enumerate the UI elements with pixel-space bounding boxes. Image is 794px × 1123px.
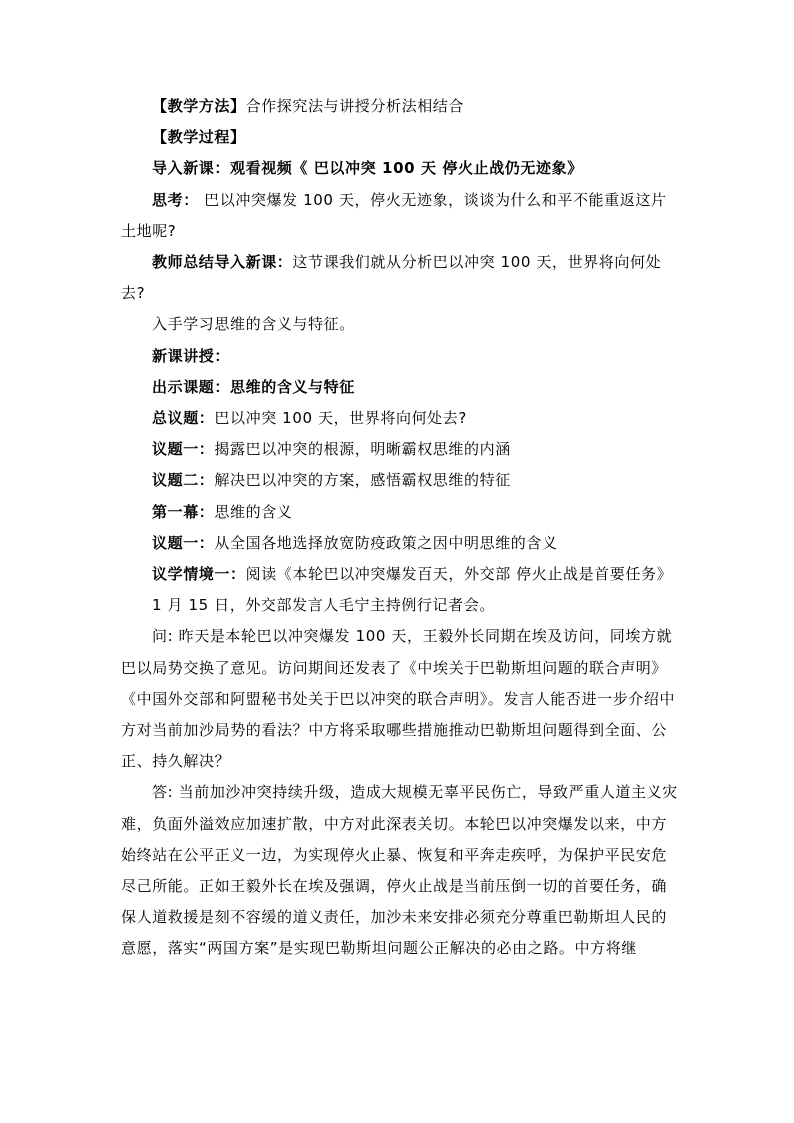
act-one-label: 第一幕： <box>152 502 215 521</box>
intro-label: 导入新课：观看视频《 巴以冲突 100 天 停火止战仍无迹象》 <box>152 159 583 178</box>
teaching-method-paragraph <box>121 91 681 122</box>
teaching-method-label: 【教学方法】 <box>152 97 246 115</box>
topic-text: 思维的含义与特征 <box>230 377 355 396</box>
issue-one-paragraph <box>121 434 681 465</box>
issue-one-detail-label: 议题一： <box>152 533 215 552</box>
issue-one-text: 揭露巴以冲突的根源，明晰霸权思维的内涵 <box>214 440 511 459</box>
teaching-method-text: 合作探究法与讲授分析法相结合 <box>245 97 465 115</box>
general-issue-text: 巴以冲突 100 天，世界将向何处去? <box>214 409 467 428</box>
summary-label: 教师总结导入新课： <box>152 253 293 272</box>
issue-one-detail-paragraph <box>121 528 681 559</box>
think-label: 思考： <box>152 190 199 209</box>
answer-text: 答: 当前加沙冲突持续升级，造成大规模无辜平民伤亡，导致严重人道主义灾难，负面外溢效应加速扩散，中方对此深表关切。本轮巴以冲突爆发以来，中方始终站在公平正义一边，为实现停火止暴、恢复和平奔走疾呼，为保护平民安危尽己所能。正如王毅外长在埃及强调，停火止战是当前压倒一切的首要任务，确保人道救援是刻不容缓的道义责任，加沙未来安排必须充分尊重巴勒斯坦人民的意愿，落实“两国方案”是实现巴勒斯坦问题公正解决的必由之路。中方将继 <box>121 783 678 958</box>
date-text: 1 月 15 日，外交部发言人毛宁主持例行记者会。 <box>152 596 495 615</box>
issue-one-detail-text: 从全国各地选择放宽防疫政策之因中明思维的含义 <box>214 533 558 552</box>
act-one-paragraph <box>121 497 681 528</box>
summary-paragraph <box>121 247 681 309</box>
issue-two-label: 议题二： <box>152 471 215 490</box>
think-text: 巴以冲突爆发 100 天，停火无迹象，谈谈为什么和平不能重返这片土地呢? <box>121 190 667 240</box>
act-one-text: 思维的含义 <box>214 502 293 521</box>
topic-label: 出示课题： <box>152 377 231 396</box>
question-paragraph <box>121 621 681 777</box>
intro-paragraph <box>121 153 681 184</box>
general-issue-label: 总议题： <box>152 409 215 428</box>
new-lesson-paragraph <box>121 341 681 372</box>
document-body <box>121 91 681 965</box>
teaching-process-heading <box>121 122 681 153</box>
situation-text: 阅读《本轮巴以冲突爆发百天，外交部 停火止战是首要任务》 <box>245 565 673 584</box>
issue-two-paragraph <box>121 465 681 496</box>
topic-paragraph <box>121 372 681 403</box>
summary-text: 这节课我们就从分析巴以冲突 100 天，世界将向何处去? <box>121 253 662 303</box>
issue-one-label: 议题一： <box>152 440 215 459</box>
think-paragraph <box>121 185 681 247</box>
general-issue-paragraph <box>121 403 681 434</box>
question-text: 问: 昨天是本轮巴以冲突爆发 100 天，王毅外长同期在埃及访问，同埃方就巴以局势交换了意见。访问期间还发表了《中埃关于巴勒斯坦问题的联合声明》《中国外交部和阿盟秘书处关于巴以冲突的联合声明》。发言人能否进一步介绍中方对当前加沙局势的看法？中方将采取哪些措施推动巴勒斯坦问题得到全面、公正、持久解决？ <box>121 627 676 771</box>
date-paragraph <box>121 590 681 621</box>
situation-paragraph <box>121 559 681 590</box>
answer-paragraph <box>121 777 681 964</box>
enter-paragraph <box>121 309 681 340</box>
enter-text: 入手学习思维的含义与特征。 <box>152 315 355 334</box>
new-lesson-label: 新课讲授： <box>152 346 231 365</box>
teaching-process-label: 【教学过程】 <box>152 128 246 147</box>
issue-two-text: 解决巴以冲突的方案，感悟霸权思维的特征 <box>214 471 511 490</box>
situation-label: 议学情境一： <box>152 565 246 584</box>
